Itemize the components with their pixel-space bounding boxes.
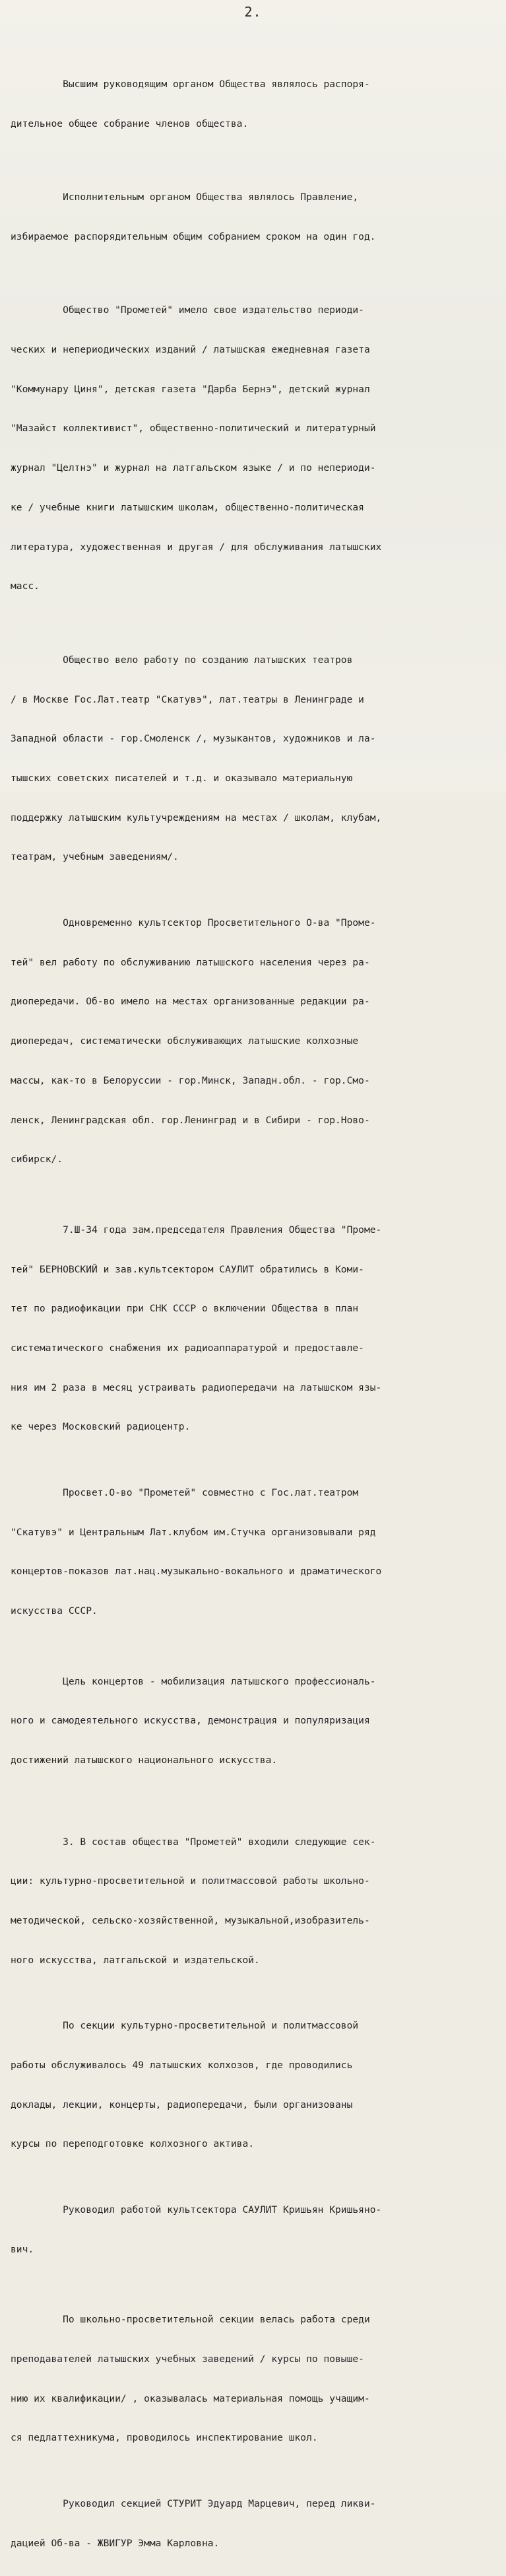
- text-line: доклады, лекции, концерты, радиопередачи, были организованы: [11, 2099, 353, 2110]
- text-line: избираемое распорядительным общим собранием сроком на один год.: [11, 230, 376, 242]
- text-line: ленск, Ленинградская обл. гор.Ленинград и в Сибири - гор.Ново-: [11, 1114, 370, 1126]
- text-line: 3. В состав общества "Прометей" входили следующие сек-: [11, 1836, 376, 1848]
- paragraph-theatres: [11, 627, 491, 890]
- text-line: Руководил секцией СТУРИТ Эдуард Марцевич, перед ликви-: [11, 2497, 376, 2509]
- text-line: Одновременно культсектор Просветительного О-ва "Проме-: [11, 917, 376, 928]
- text-line: Просвет.О-во "Прометей" совместно с Гос.лат.театром: [11, 1486, 359, 1498]
- text-line: "Скатувэ" и Центральным Лат.клубом им.Стучка организовывали ряд: [11, 1526, 376, 1538]
- text-line: нию их квалификации/ , оказывалась материальная помощь учащим-: [11, 2392, 370, 2404]
- text-line: методической, сельско-хозяйственной, музыкальной,изобразитель-: [11, 1915, 370, 1927]
- text-line: ния им 2 раза в месяц устраивать радиопередачи на латышском язы-: [11, 1381, 382, 1393]
- paragraph-governing-body: [11, 52, 491, 157]
- text-line: По школьно-просветительной секции велась работа среди: [11, 2314, 370, 2326]
- text-line: тышских советских писателей и т.д. и оказывало материальную: [11, 773, 353, 784]
- text-line: концертов-показов лат.нац.музыкально-вокального и драматического: [11, 1566, 382, 1578]
- text-line: дацией Об-ва - ЖВИГУР Эмма Карловна.: [11, 2537, 220, 2549]
- text-line: массы, как-то в Белоруссии - гор.Минск, Западн.обл. - гор.Смо-: [11, 1074, 370, 1086]
- paragraph-kolkhoz-service: [11, 1994, 491, 2178]
- text-line: сибирск/.: [11, 1154, 63, 1166]
- text-line: По секции культурно-просветительной и политмассовой: [11, 2020, 359, 2032]
- text-line: тет по радиофикации при СНК СССР о включении Общества в план: [11, 1303, 359, 1315]
- text-line: тей" БЕРНОВСКИЙ и зав.культсектором САУЛИТ обратились в Коми-: [11, 1263, 364, 1275]
- text-line: ного и самодеятельного искусства, демонстрация и популяризация: [11, 1715, 370, 1727]
- text-line: ке через Московский радиоцентр.: [11, 1421, 191, 1433]
- text-line: / в Москве Гос.Лат.театр "Скатувэ", лат.театры в Ленинграде и: [11, 693, 364, 705]
- text-line: Общество вело работу по созданию латышских театров: [11, 654, 353, 666]
- text-line: 7.Ш-34 года зам.председателя Правления Общества "Проме-: [11, 1224, 382, 1236]
- paragraph-executive-body: [11, 164, 491, 269]
- text-line: дительное общее собрание членов общества.: [11, 118, 249, 129]
- text-line: вич.: [11, 2243, 34, 2255]
- text-line: курсы по переподготовке колхозного актива.: [11, 2138, 255, 2150]
- text-line: преподавателей латышских учебных заведений / курсы по повыше-: [11, 2353, 364, 2365]
- text-line: ся педлаттехникума, проводилось инспектирование школ.: [11, 2432, 318, 2444]
- text-line: работы обслуживалось 49 латышских колхозов, где проводились: [11, 2060, 353, 2071]
- paragraph-culture-sector-head: [11, 2177, 491, 2282]
- text-line: Исполнительным органом Общества являлось Правление,: [11, 191, 359, 203]
- text-line: ции: культурно-просветительной и политмассовой работы школьно-: [11, 1875, 370, 1887]
- paragraph-radio: [11, 890, 491, 1193]
- text-line: достижений латышского национального искусства.: [11, 1755, 278, 1766]
- paragraph-sections: [11, 1809, 491, 1994]
- paragraph-concerts: [11, 1460, 491, 1644]
- text-line: Руководил работой культсектора САУЛИТ Кришьян Кришьяно-: [11, 2204, 382, 2215]
- text-line: систематического снабжения их радиоаппаратурой и предоставле-: [11, 1342, 364, 1354]
- text-line: ного искусства, латгальской и издательской.: [11, 1954, 260, 1966]
- page-number: 2.: [244, 4, 262, 20]
- paragraph-radiofication-request: [11, 1197, 491, 1460]
- paragraph-publishing: [11, 278, 491, 620]
- text-line: искусства СССР.: [11, 1605, 98, 1617]
- text-line: тей" вел работу по обслуживанию латышского населения через ра-: [11, 956, 370, 968]
- text-line: Общество "Прометей" имело свое издательство периоди-: [11, 304, 364, 316]
- text-line: масс.: [11, 580, 40, 592]
- paragraph-concert-goal: [11, 1649, 491, 1793]
- document-body: [11, 52, 491, 2576]
- paragraph-school-section: [11, 2287, 491, 2471]
- text-line: театрам, учебным заведениям/.: [11, 851, 179, 863]
- text-line: ческих и непериодических изданий / латышская ежедневная газета: [11, 344, 370, 356]
- text-line: Высшим руководящим органом Общества являлось распоря-: [11, 78, 370, 90]
- text-line: Западной области - гор.Смоленск /, музыкантов, художников и ла-: [11, 733, 376, 745]
- text-line: диопередач, систематически обслуживающих латышские колхозные: [11, 1035, 359, 1047]
- text-line: "Мазайст коллективист", общественно-политический и литературный: [11, 423, 376, 435]
- text-line: Цель концертов - мобилизация латышского профессиональ-: [11, 1675, 376, 1687]
- text-line: ке / учебные книги латышским школам, общественно-политическая: [11, 501, 364, 513]
- text-line: диопередачи. Об-во имело на местах организованные редакции ра-: [11, 996, 370, 1008]
- paragraph-school-section-head: [11, 2471, 491, 2576]
- text-line: "Коммунару Циня", детская газета "Дарба Бернэ", детский журнал: [11, 383, 370, 395]
- text-line: поддержку латышским культучреждениям на местах / школам, клубам,: [11, 812, 382, 823]
- text-line: журнал "Целтнэ" и журнал на латгальском языке / и по непериоди-: [11, 462, 376, 474]
- text-line: литература, художественная и другая / для обслуживания латышских: [11, 541, 382, 553]
